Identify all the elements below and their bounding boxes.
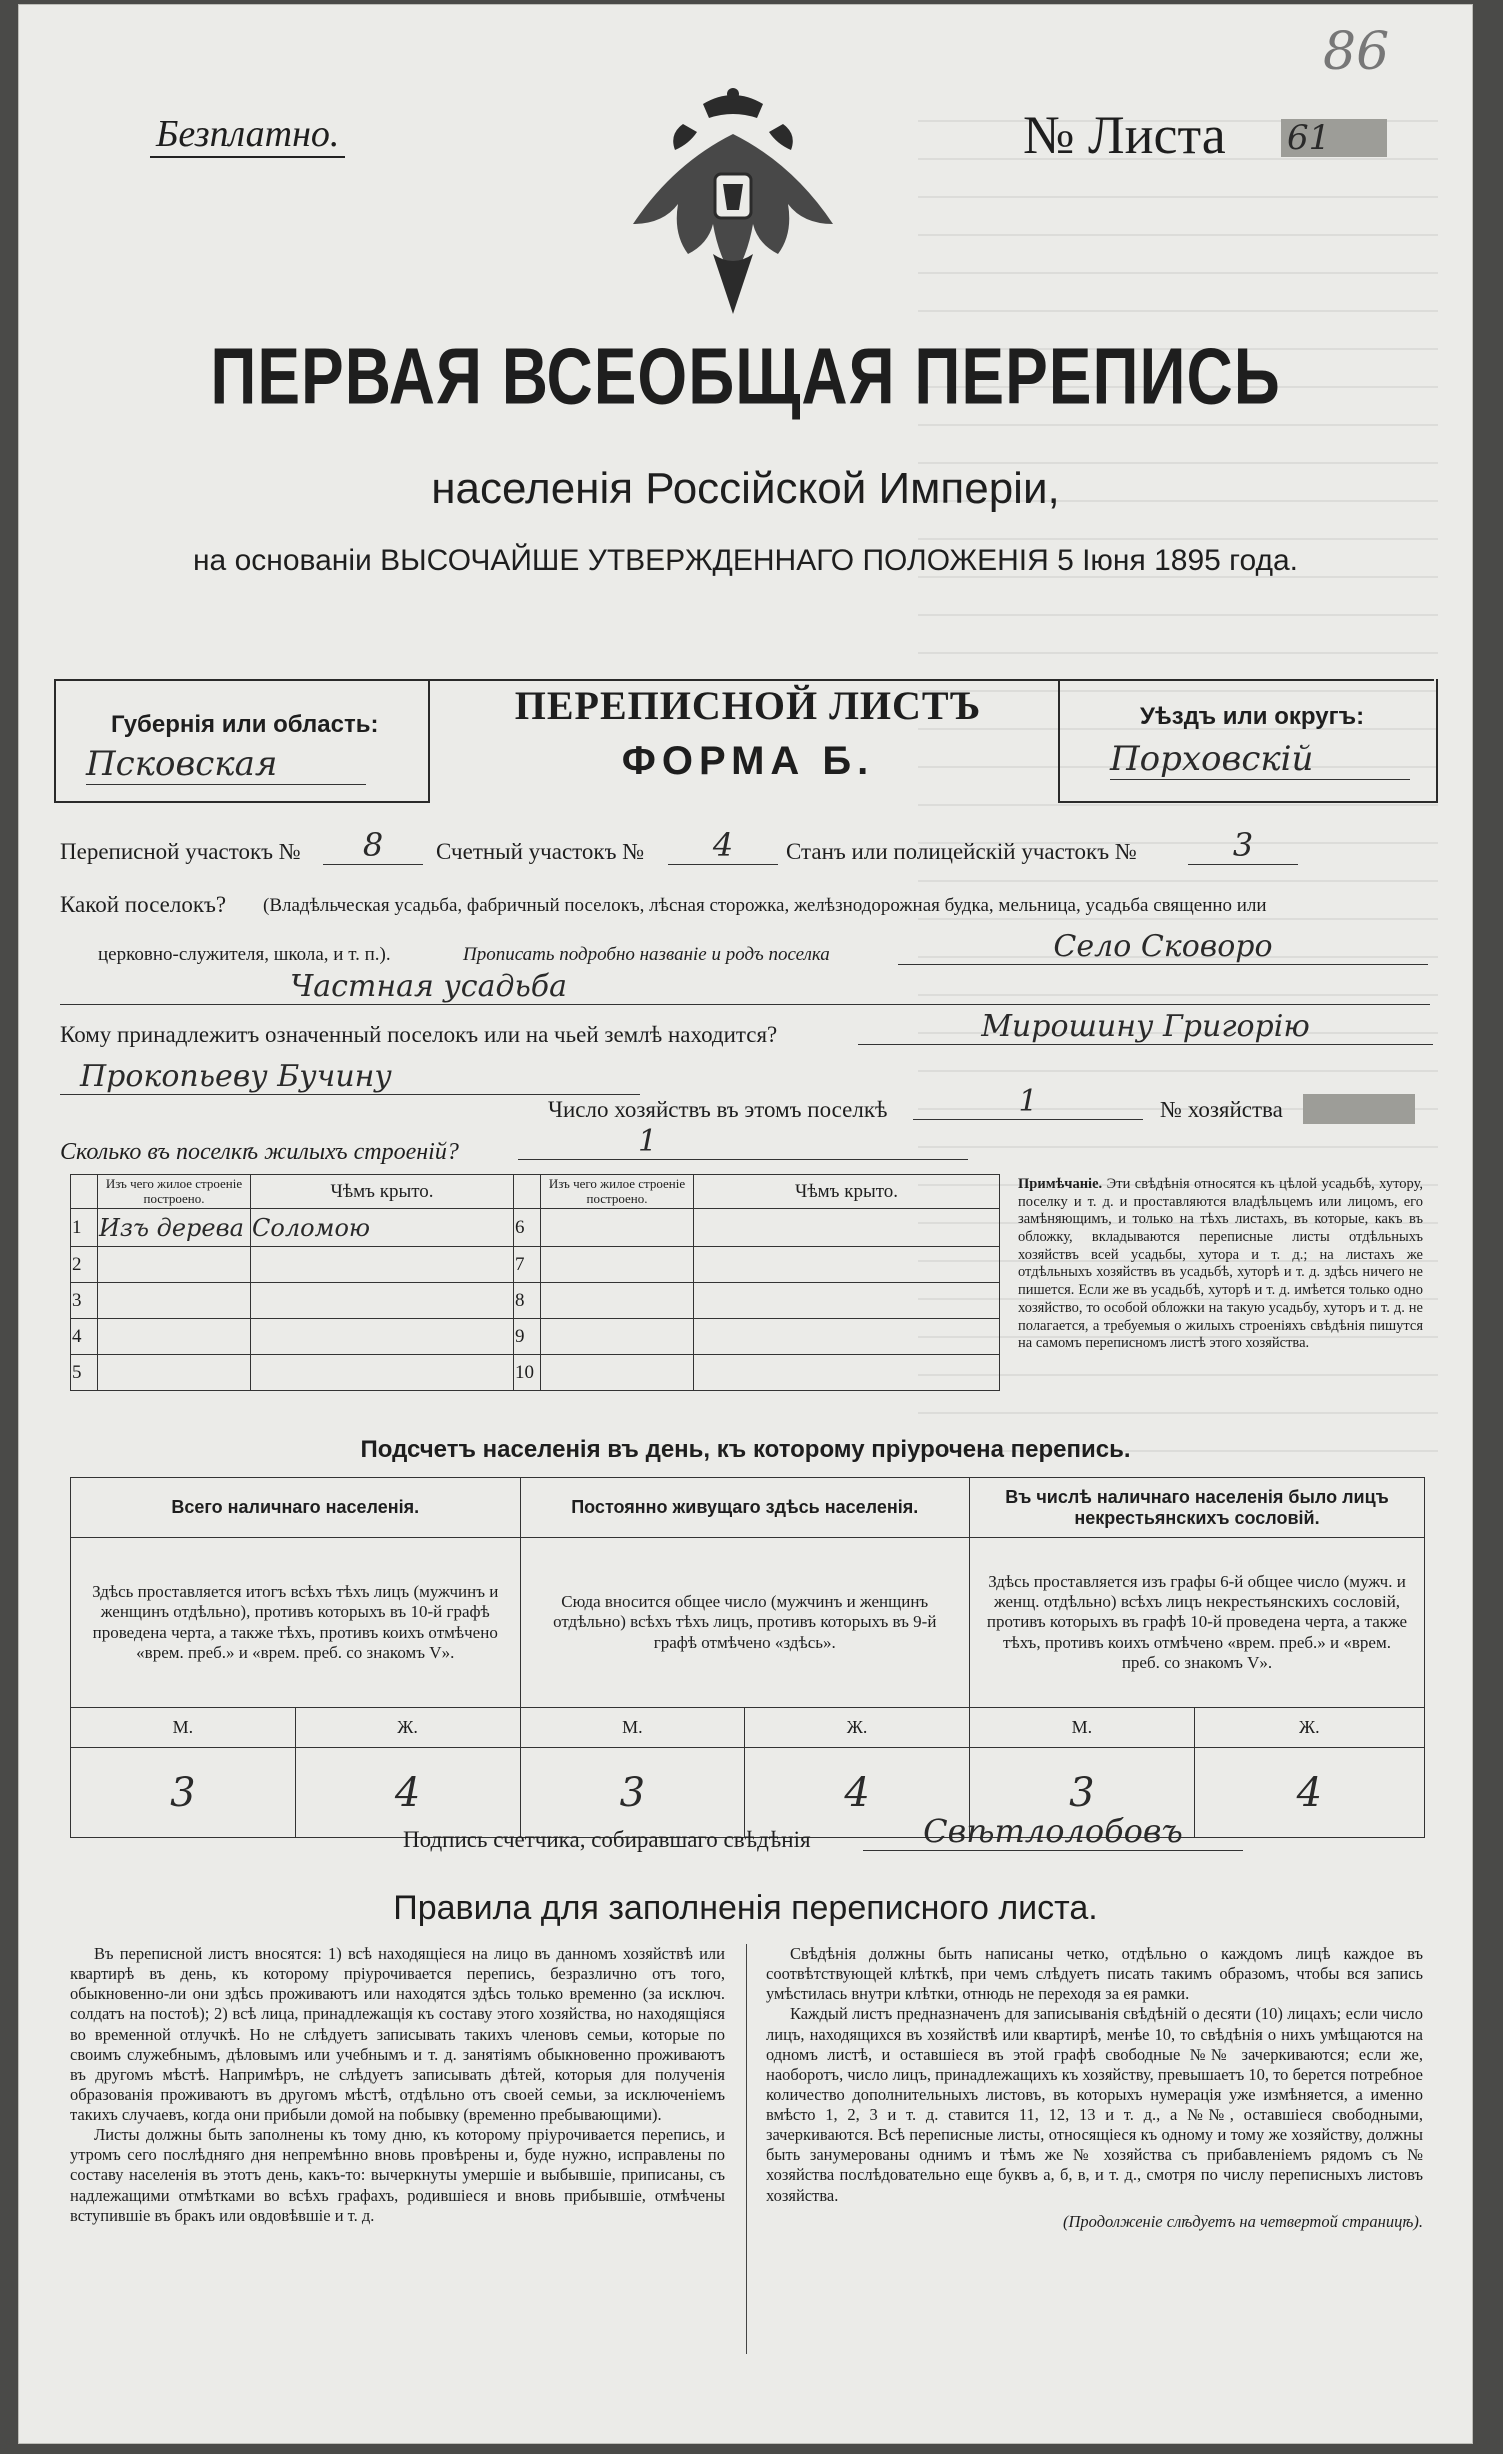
note-title: Примѣчаніе. [1018,1176,1103,1192]
female-header: Ж. [295,1708,520,1748]
rules-continued: (Продолженіе слѣдуетъ на четвертой страницѣ). [1063,2211,1423,2231]
households-value: 1 [913,1084,1143,1120]
table-row [71,1283,1000,1319]
row-number: 2 [71,1247,98,1283]
row-roof [251,1247,514,1283]
row-material [541,1247,694,1283]
household-no-label: № хозяйства [1160,1097,1283,1122]
rules-right-column [766,1944,1423,2232]
row-material [541,1283,694,1319]
census-district-value: 8 [323,826,423,865]
row-roof [694,1283,1000,1319]
rules-left-p1: Въ переписной листъ вносятся: 1) всѣ находящіеся на лицо въ данномъ хозяйствѣ или квартирѣ въ день, къ которому пріурочивается перепись, безразлично отъ того, обыкновенно-ли они здѣсь проживаютъ или находятся здѣсь только временно (за исключ. солдатъ на постоѣ); 2) всѣ лица, принадлежащія къ составу этого хозяйства, но находящіяся во временной отлучкѣ. Но не слѣдуетъ записывать такихъ членовъ семьи, которые по своимъ служебнымъ, дѣловымъ или учебнымъ и т. д. занятіямъ обыкновенно проживаютъ въ другомъ мѣстѣ. Напримѣръ, не слѣдуетъ записывать дѣтей, которыя для полученія образованія проживаютъ въ другомъ мѣстѣ, отдѣльно отъ своей семьи, за исключеніемъ такихъ случаевъ, когда они прибыли домой на побывку (временно пребывающими). [70,1944,725,2124]
row-number: 10 [514,1355,541,1391]
household-no-value-box [1303,1094,1415,1124]
gubernia-box [54,679,430,803]
buildings-col-material: Изъ чего жилое строеніе построено. [98,1175,251,1209]
note [1018,1176,1423,1353]
total-female-value: 4 [295,1748,520,1838]
nonpeasant-female-value: 4 [1194,1748,1424,1838]
row-material [98,1319,251,1355]
table-row [71,1355,1000,1391]
row-roof [251,1319,514,1355]
row-material [541,1209,694,1247]
row-number: 3 [71,1283,98,1319]
rules-right-p1: Свѣдѣнія должны быть написаны четко, отдѣльно о каждомъ лицѣ каждое въ соотвѣтствующей клѣткѣ, при чемъ слѣдуетъ писать такимъ образомъ, чтобы вся запись умѣстилась внутри клѣтки, отнюдь не переходя за ея рамки. [766,1944,1423,2004]
row-roof [694,1319,1000,1355]
imperial-eagle-icon [623,84,843,324]
uezd-box [1058,679,1438,803]
households-label: Число хозяйствъ въ этомъ поселкѣ [548,1097,888,1122]
settlement-hint-3: Прописать подробно названіе и родъ поселка [463,944,830,965]
main-title: ПЕРВАЯ ВСЕОБЩАЯ ПЕРЕПИСЬ [210,331,1281,421]
population-title: Подсчетъ населенія въ день, къ которому пріурочена перепись. [360,1436,1131,1463]
row-material [98,1355,251,1391]
population-col3-text: Здѣсь проставляется изъ графы 6-й общее число (мужч. и женщ. отдѣльно) всѣхъ лицъ некрестьянскихъ сословій, противъ которыхъ въ графѣ 10-й проведена черта, а также тѣхъ, противъ коихъ отмѣчено «врем. преб.» и «врем. преб. со знакомъ V». [970,1538,1425,1708]
owner-value-2: Прокопьеву Бучину [60,1059,640,1095]
uezd-label: Уѣздъ или округъ: [1140,703,1365,730]
female-header: Ж. [1194,1708,1424,1748]
settlement-value-1: Село Сковоро [898,929,1428,965]
form-name: ФОРМА Б. [621,739,875,783]
sheet-number-value: 61 [1281,119,1387,157]
stan-label: Станъ или полицейскій участокъ № [786,839,1137,864]
row-number: 5 [71,1355,98,1391]
settlement-value-2: Частная усадьба [60,969,1430,1005]
census-district-label: Переписной участокъ № [60,839,301,864]
row-number: 1 [71,1209,98,1247]
signature-value: Свѣтлолобовъ [863,1812,1243,1851]
nonpeasant-male-value: 3 [970,1748,1195,1838]
settlement-hint-2: церковно-служителя, школа, и т. п.). [98,944,391,965]
row-roof [694,1355,1000,1391]
row-number: 4 [71,1319,98,1355]
buildings-value: 1 [518,1124,968,1160]
rules-right-p2: Каждый листъ предназначенъ для записыванія свѣдѣній о десяти (10) лицахъ; если число лицъ, находящихся въ хозяйствѣ или квартирѣ, менѣе 10, то свѣдѣнія о нихъ умѣщаются на одномъ листѣ, и оставшіеся въ этой графѣ свободные №№ зачеркиваются; если же, наоборотъ, число лицъ, принадлежащихъ къ хозяйству, превышаетъ 10, то берется потребное количество дополнительныхъ листовъ, въ которыхъ нумерація уже измѣняется, а именно вмѣсто 1, 2, 3 и т. д. ставится 11, 12, 13 и т. д., а №№, оставшіеся свободными, зачеркиваются. Всѣ переписные листы, относящіеся къ одному и тому же хозяйству, должны быть занумерованы однимъ и тѣмъ же № хозяйства съ прибавленіемъ рядомъ съ № хозяйства послѣдовательно еще буквъ а, б, в, и т. д., смотря по числу переписныхъ листовъ хозяйства. [766,2004,1423,2205]
rules-left-p2: Листы должны быть заполнены къ тому дню, къ которому пріурочивается перепись, и утромъ сего послѣдняго дня непремѣнно вновь провѣрены и, буде нужно, исправлены по составу населенія въ этотъ день, какъ-то: вычеркнуты умершіе и выбывшіе, приписаны, съ надлежащими отмѣтками во всѣхъ графахъ, родившіеся и вновь прибывшіе, отмѣчены вступившіе въ бракъ или овдовѣвшіе и т. д. [70,2125,725,2225]
buildings-label: Сколько въ поселкѣ жилыхъ строеній? [60,1139,459,1165]
buildings-table [70,1174,1000,1391]
owner-label: Кому принадлежитъ означенный поселокъ или на чьей землѣ находится? [60,1022,778,1047]
stan-value: 3 [1188,826,1298,865]
signature-label: Подпись счетчика, собиравшаго свѣдѣнія [403,1827,811,1852]
female-header: Ж. [745,1708,970,1748]
population-col1-head: Всего наличнаго населенія. [71,1478,521,1538]
owner-value-1: Мирошину Григорію [858,1009,1433,1045]
basis-line: на основаніи ВЫСОЧАЙШЕ УТВЕРЖДЕННАГО ПОЛОЖЕНІЯ 5 Іюня 1895 года. [192,544,1298,577]
population-col2-head: Постоянно живущаго здѣсь населенія. [520,1478,970,1538]
population-col1-text: Здѣсь проставляется итогъ всѣхъ тѣхъ лицъ (мужчинъ и женщинъ отдѣльно), противъ которыхъ въ 10-й графѣ проведена черта, а также тѣхъ, противъ коихъ отмѣчено «врем. преб.» и «врем. преб. со знакомъ V». [71,1538,521,1708]
resident-male-value: 3 [520,1748,745,1838]
resident-female-value: 4 [745,1748,970,1838]
settlement-label: Какой поселокъ? [60,892,227,917]
male-header: М. [970,1708,1195,1748]
row-material [98,1283,251,1319]
row-roof [251,1283,514,1319]
row-material [98,1247,251,1283]
male-header: М. [520,1708,745,1748]
buildings-col-roof: Чѣмъ крыто. [251,1175,514,1209]
note-text: Эти свѣдѣнія относятся къ цѣлой усадьбѣ, хутору, поселку и т. д. и проставляются владѣльцемъ или лицомъ, его замѣняющимъ, и только на тѣхъ листахъ, въ которые, какъ въ обложку, вкладываются переписные листы отдѣльныхъ хозяйствъ всей усадьбы, хутора и т. д.; на листахъ же отдѣльныхъ хозяйствъ въ усадьбѣ, хуторѣ и т. д. здѣсь ничего не пишется. Если же въ усадьбѣ, хуторѣ и т. д. имѣется только одно хозяйство, то особой обложки на такую усадьбу, хуторъ и т. д. не полагается, а требуемыя о жилыхъ строеніяхъ свѣдѣнія пишутся на самомъ переписномъ листѣ этого хозяйства. [1018,1176,1424,1352]
row-number: 8 [514,1283,541,1319]
row-roof [694,1247,1000,1283]
buildings-col-roof-2: Чѣмъ крыто. [694,1175,1000,1209]
population-col2-text: Сюда вносится общее число (мужчинъ и женщинъ отдѣльно) всѣхъ тѣхъ лицъ, противъ которыхъ въ 9-й графѣ отмѣчено «здѣсь». [520,1538,970,1708]
rules-title: Правила для заполненія переписного листа. [393,1889,1098,1927]
count-district-value: 4 [668,826,778,865]
gubernia-label: Губернія или область: [111,711,379,738]
row-roof [251,1355,514,1391]
table-row [71,1247,1000,1283]
rules-divider [746,1944,747,2354]
row-material: Изъ дерева [98,1209,251,1247]
table-row [71,1319,1000,1355]
gubernia-value: Псковская [86,744,366,785]
subtitle: населенія Россійской Имперіи, [431,464,1060,513]
sheet-title: ПЕРЕПИСНОЙ ЛИСТЪ [514,683,982,728]
row-material [541,1319,694,1355]
row-material [541,1355,694,1391]
row-number: 6 [514,1209,541,1247]
corner-number: 86 [1323,22,1390,82]
table-row [71,1209,1000,1247]
rules-left-column [70,1944,725,2226]
buildings-col-material-2: Изъ чего жилое строеніе построено. [541,1175,694,1209]
population-table [70,1477,1425,1838]
settlement-hint: (Владѣльческая усадьба, фабричный поселокъ, лѣсная сторожка, желѣзнодорожная будка, мельница, усадьба священно или [263,895,1267,916]
row-number: 7 [514,1247,541,1283]
census-form-page [18,4,1473,2444]
count-district-label: Счетный участокъ № [436,839,645,864]
row-roof: Соломою [251,1209,514,1247]
free-label: Безплатно. [150,112,345,158]
population-col3-head: Въ числѣ наличнаго населенія было лицъ некрестьянскихъ сословій. [970,1478,1425,1538]
uezd-value: Порховскій [1110,739,1410,780]
total-male-value: 3 [71,1748,296,1838]
row-roof [694,1209,1000,1247]
male-header: М. [71,1708,296,1748]
row-number: 9 [514,1319,541,1355]
sheet-number-label: № Листа [1023,105,1226,165]
